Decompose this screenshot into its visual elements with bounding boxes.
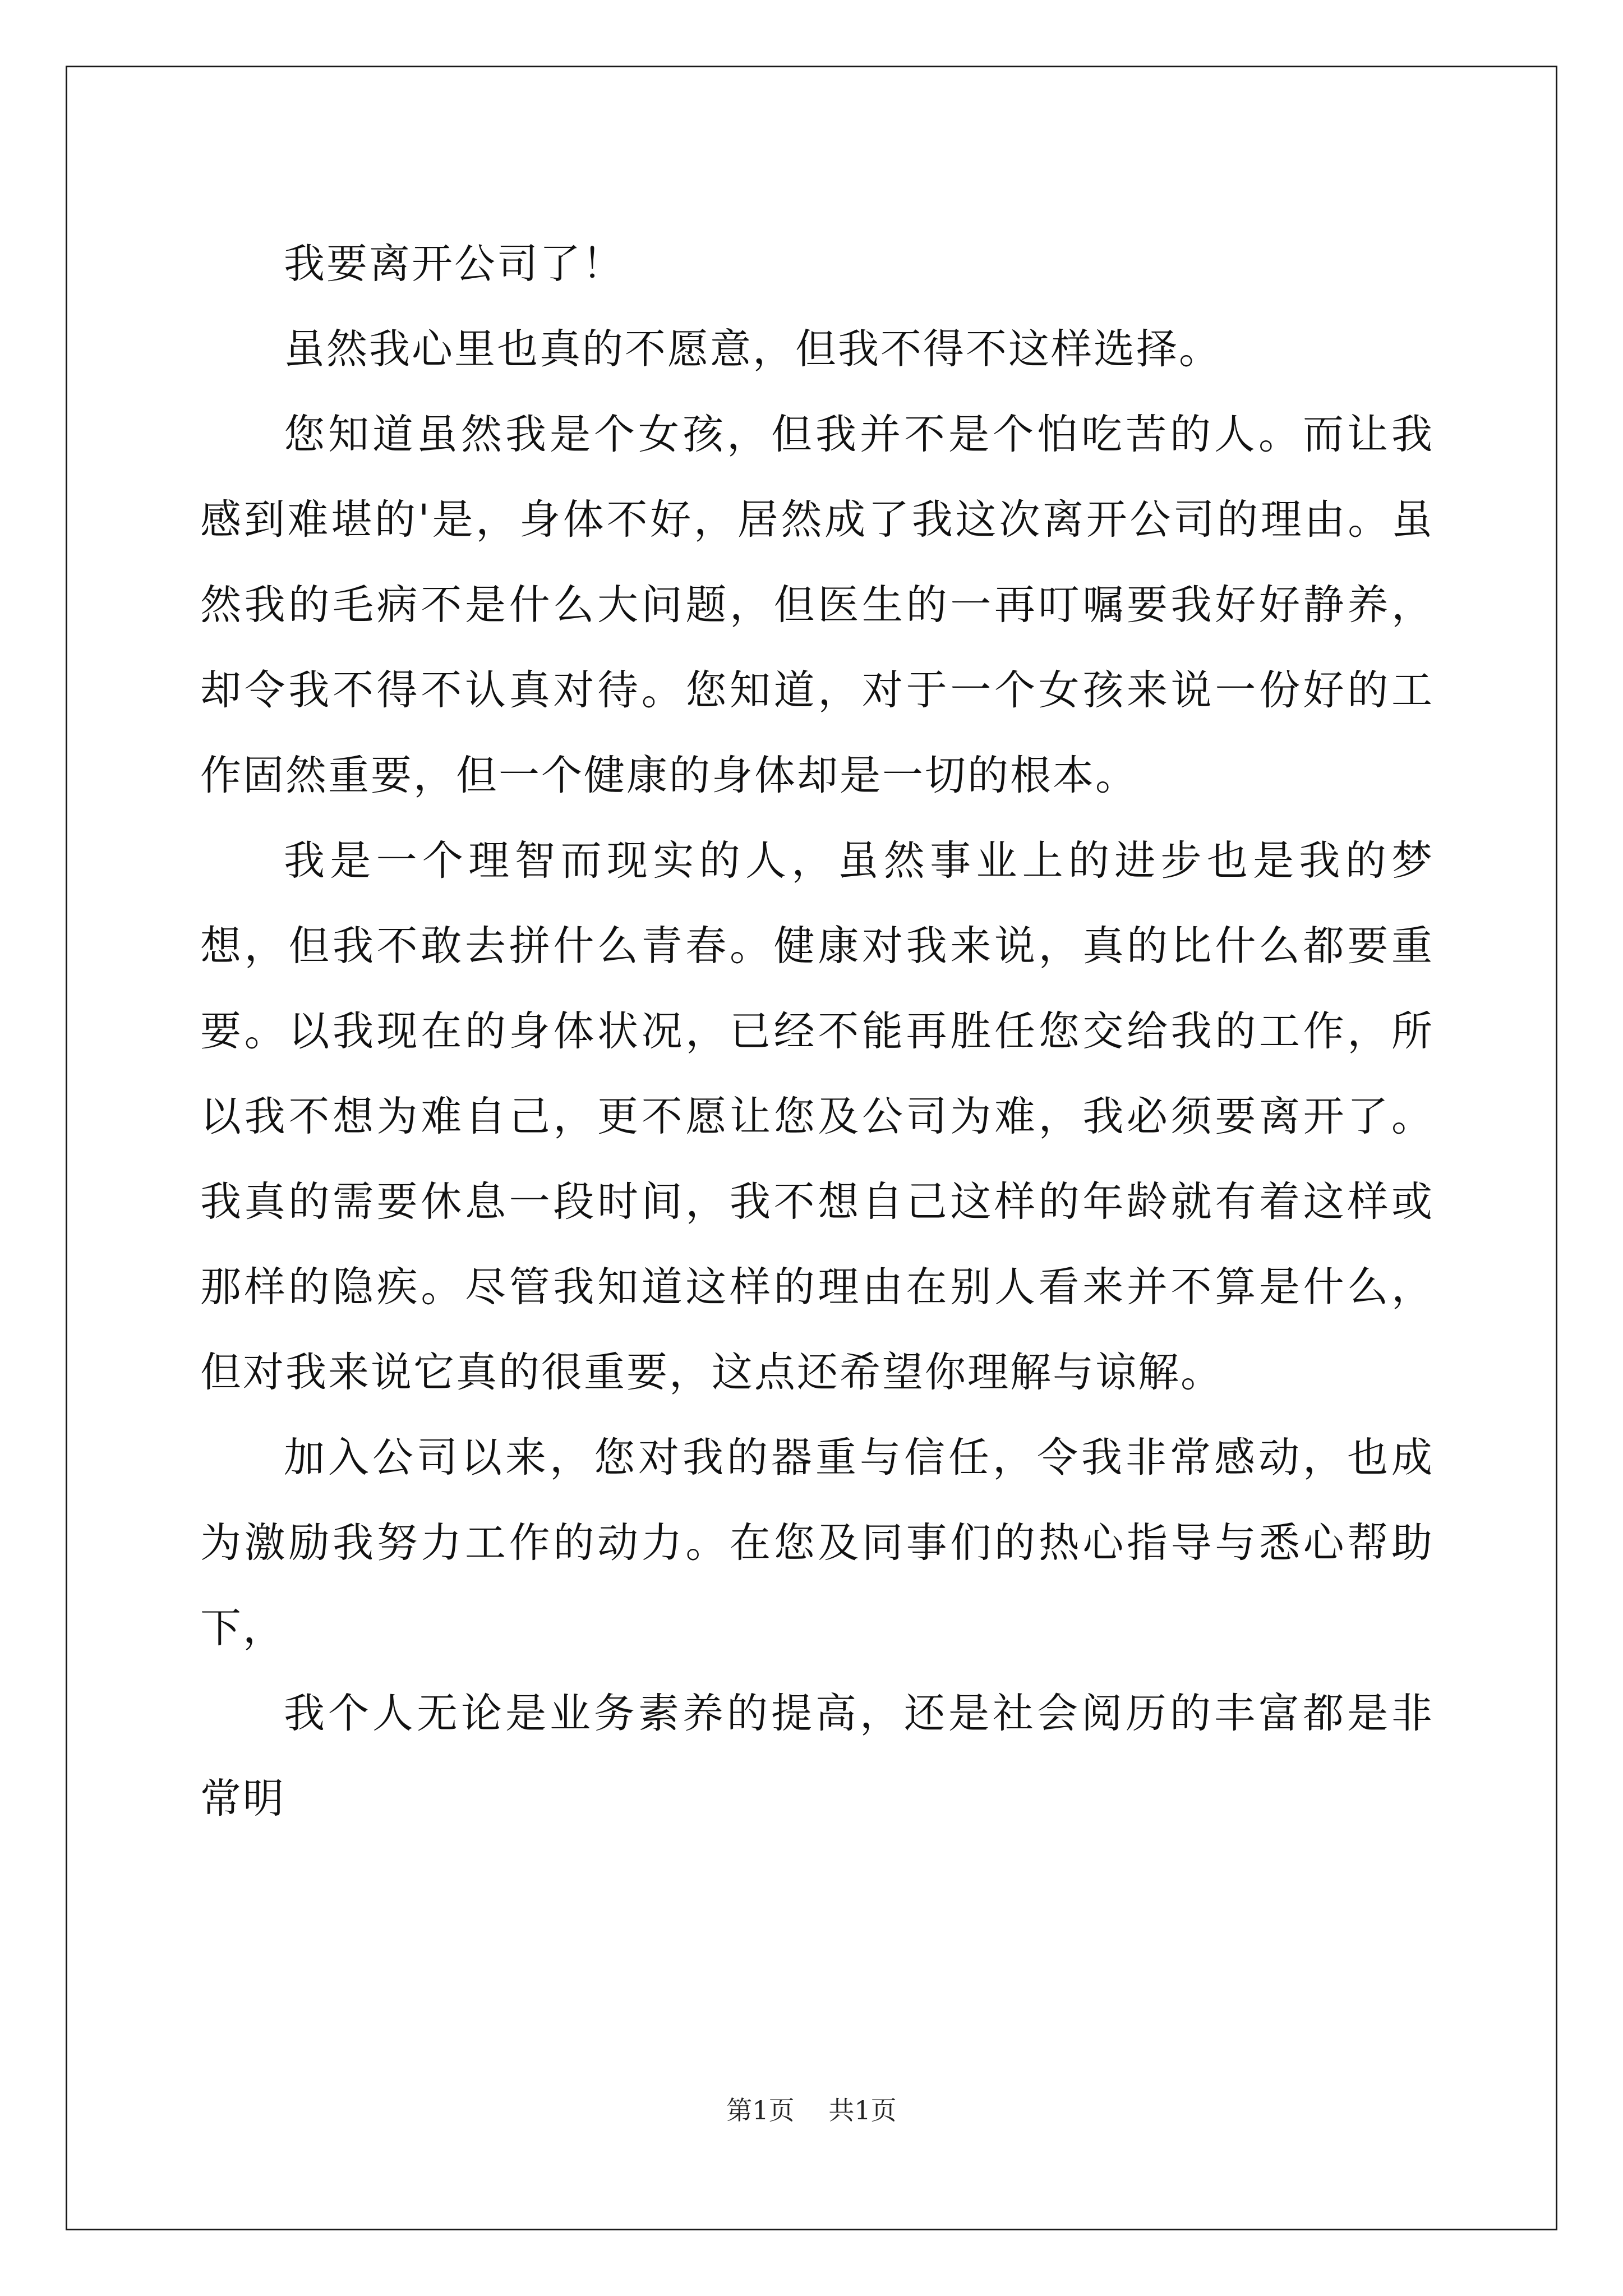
paragraph-5: 加入公司以来，您对我的器重与信任，令我非常感动，也成为激励我努力工作的动力。在您及同事们的热心指导与悉心帮助下， [200,1434,1434,1652]
page-number: 第1页 [726,2095,795,2125]
paragraph-4: 我是一个理智而现实的人，虽然事业上的进步也是我的梦想，但我不敢去拼什么青春。健康对我来说，真的比什么都要重要。以我现在的身体状况，已经不能再胜任您交给我的工作，所以我不想为难自己，更不愿让您及公司为难，我必须要离开了。我真的需要休息一段时间，我不想自己这样的年龄就有着这样或那样的隐疾。尽管我知道这样的理由在别人看来并不算是什么，但对我来说它真的很重要，这点还希望你理解与谅解。 [200,837,1434,1396]
paragraph-1: 我要离开公司了！ [284,240,625,288]
document-body [200,222,1434,1842]
page-total: 共1页 [828,2095,897,2125]
paragraph-3: 您知道虽然我是个女孩，但我并不是个怕吃苦的人。而让我感到难堪的'是，身体不好，居然成了我这次离开公司的理由。虽然我的毛病不是什么大问题，但医生的一再叮嘱要我好好静养，却令我不得不认真对待。您知道，对于一个女孩来说一份好的工作固然重要，但一个健康的身体却是一切的根本。 [200,411,1434,799]
page-footer [0,2093,1623,2127]
paragraph-2: 虽然我心里也真的不愿意，但我不得不这样选择。 [284,325,1221,373]
paragraph-6: 我个人无论是业务素养的提高，还是社会阅历的丰富都是非常明 [200,1690,1434,1823]
